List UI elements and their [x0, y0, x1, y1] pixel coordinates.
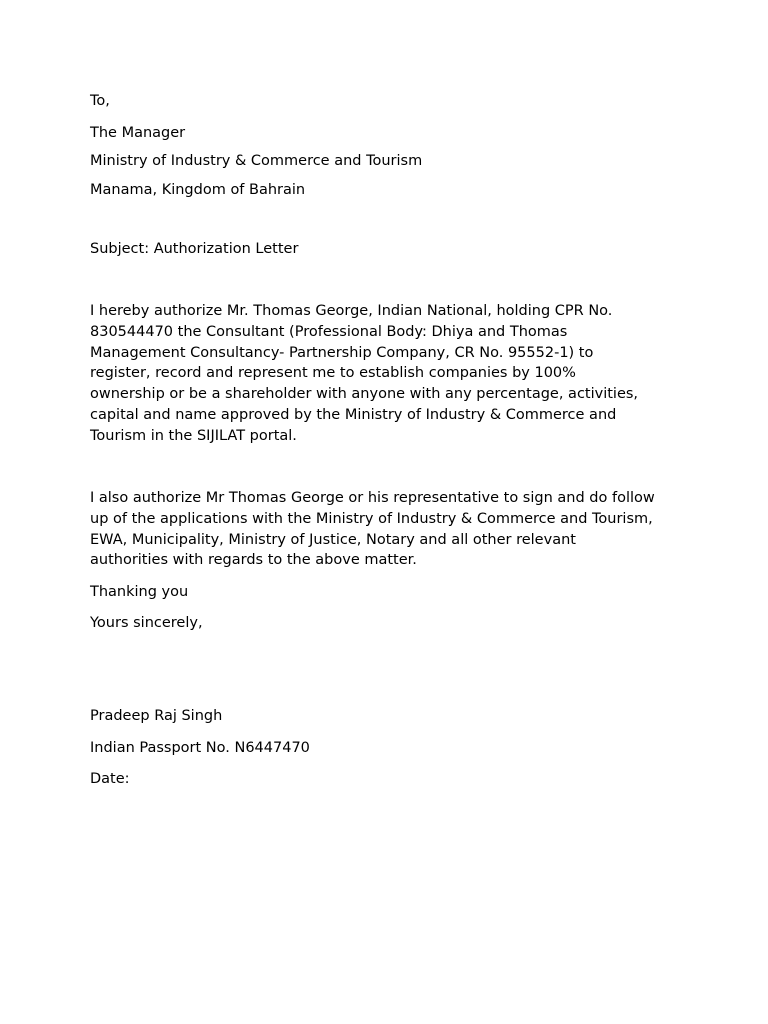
paragraph-line: capital and name approved by the Ministry of Industry & Commerce and — [90, 406, 617, 423]
paragraph-line: Management Consultancy- Partnership Company, CR No. 95552-1) to — [90, 344, 594, 361]
paragraph-line: EWA, Municipality, Ministry of Justice, Notary and all other relevant — [90, 531, 576, 548]
paragraph-line: authorities with regards to the above matter. — [90, 552, 417, 569]
paragraph-line: Tourism in the SIJILAT portal. — [90, 427, 297, 444]
paragraph-line: up of the applications with the Ministry of Industry & Commerce and Tourism, — [90, 510, 653, 527]
thanks-line: Thanking you — [90, 584, 189, 600]
letter-subject: Subject: Authorization Letter — [90, 241, 299, 257]
paragraph-line: I also authorize Mr Thomas George or his representative to sign and do follow — [90, 490, 655, 506]
paragraph-line: ownership or be a shareholder with anyone with any percentage, activities, — [90, 386, 639, 403]
paragraph-line: 830544470 the Consultant (Professional Body: Dhiya and Thomas — [90, 323, 568, 340]
date-label: Date: — [90, 771, 130, 787]
salutation-to: To, — [90, 93, 110, 109]
recipient-organization: Ministry of Industry & Commerce and Tourism — [90, 153, 423, 169]
signatory-name: Pradeep Raj Singh — [90, 708, 223, 724]
recipient-title: The Manager — [90, 125, 186, 141]
body-paragraph-authorization — [90, 301, 690, 447]
body-paragraph-representative — [90, 488, 690, 571]
signatory-passport: Indian Passport No. N6447470 — [90, 740, 310, 756]
closing-line: Yours sincerely, — [90, 615, 203, 631]
paragraph-line: I hereby authorize Mr. Thomas George, Indian National, holding CPR No. — [90, 303, 613, 319]
paragraph-line: register, record and represent me to establish companies by 100% — [90, 365, 576, 382]
recipient-location: Manama, Kingdom of Bahrain — [90, 182, 306, 198]
